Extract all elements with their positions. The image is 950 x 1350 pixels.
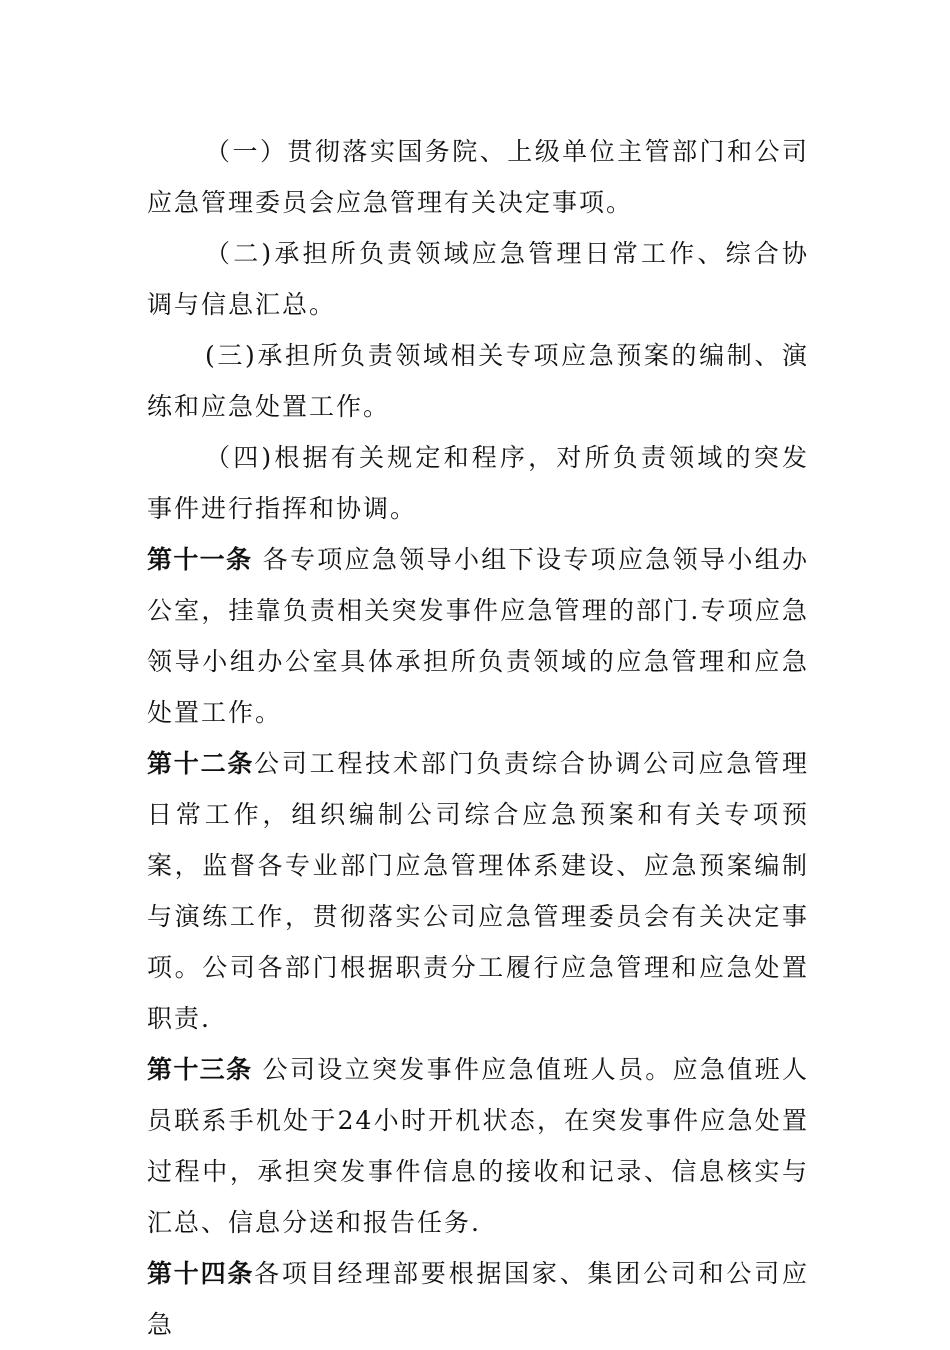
duty-item-2: （二)承担所负责领域应急管理日常工作、综合协调与信息汇总。 bbox=[147, 239, 809, 319]
document-body bbox=[147, 126, 809, 1350]
article-11 bbox=[147, 534, 809, 738]
article-13-body: 公司设立突发事件应急值班人员。应急值班人员联系手机处于24小时开机状态，在突发事件应急处置过程中，承担突发事件信息的接收和记录、信息核实与汇总、信息分送和报告任务. bbox=[147, 1055, 809, 1237]
article-12-body: 公司工程技术部门负责综合协调公司应急管理日常工作，组织编制公司综合应急预案和有关专项预案，监督各专业部门应急管理体系建设、应急预案编制与演练工作，贯彻落实公司应急管理委员会有关决定事项。公司各部门根据职责分工履行应急管理和应急处置职责. bbox=[147, 749, 809, 1033]
article-12-heading: 第十二条 bbox=[147, 749, 255, 778]
article-14 bbox=[147, 1248, 809, 1350]
duty-item-3: (三)承担所负责领域相关专项应急预案的编制、演练和应急处置工作。 bbox=[147, 341, 809, 421]
duty-item-1: （一）贯彻落实国务院、上级单位主管部门和公司应急管理委员会应急管理有关决定事项。 bbox=[147, 137, 809, 217]
article-13-heading: 第十三条 bbox=[147, 1055, 253, 1084]
article-13 bbox=[147, 1044, 809, 1248]
article-14-body: 各项目经理部要根据国家、集团公司和公司应急 bbox=[147, 1259, 809, 1339]
article-12 bbox=[147, 738, 809, 1044]
article-11-heading: 第十一条 bbox=[147, 545, 253, 574]
article-11-body: 各专项应急领导小组下设专项应急领导小组办公室，挂靠负责相关突发事件应急管理的部门.专项应急领导小组办公室具体承担所负责领域的应急管理和应急处置工作。 bbox=[147, 545, 809, 727]
article-14-heading: 第十四条 bbox=[147, 1259, 255, 1288]
duty-item-4: （四)根据有关规定和程序，对所负责领域的突发事件进行指挥和协调。 bbox=[147, 443, 809, 523]
